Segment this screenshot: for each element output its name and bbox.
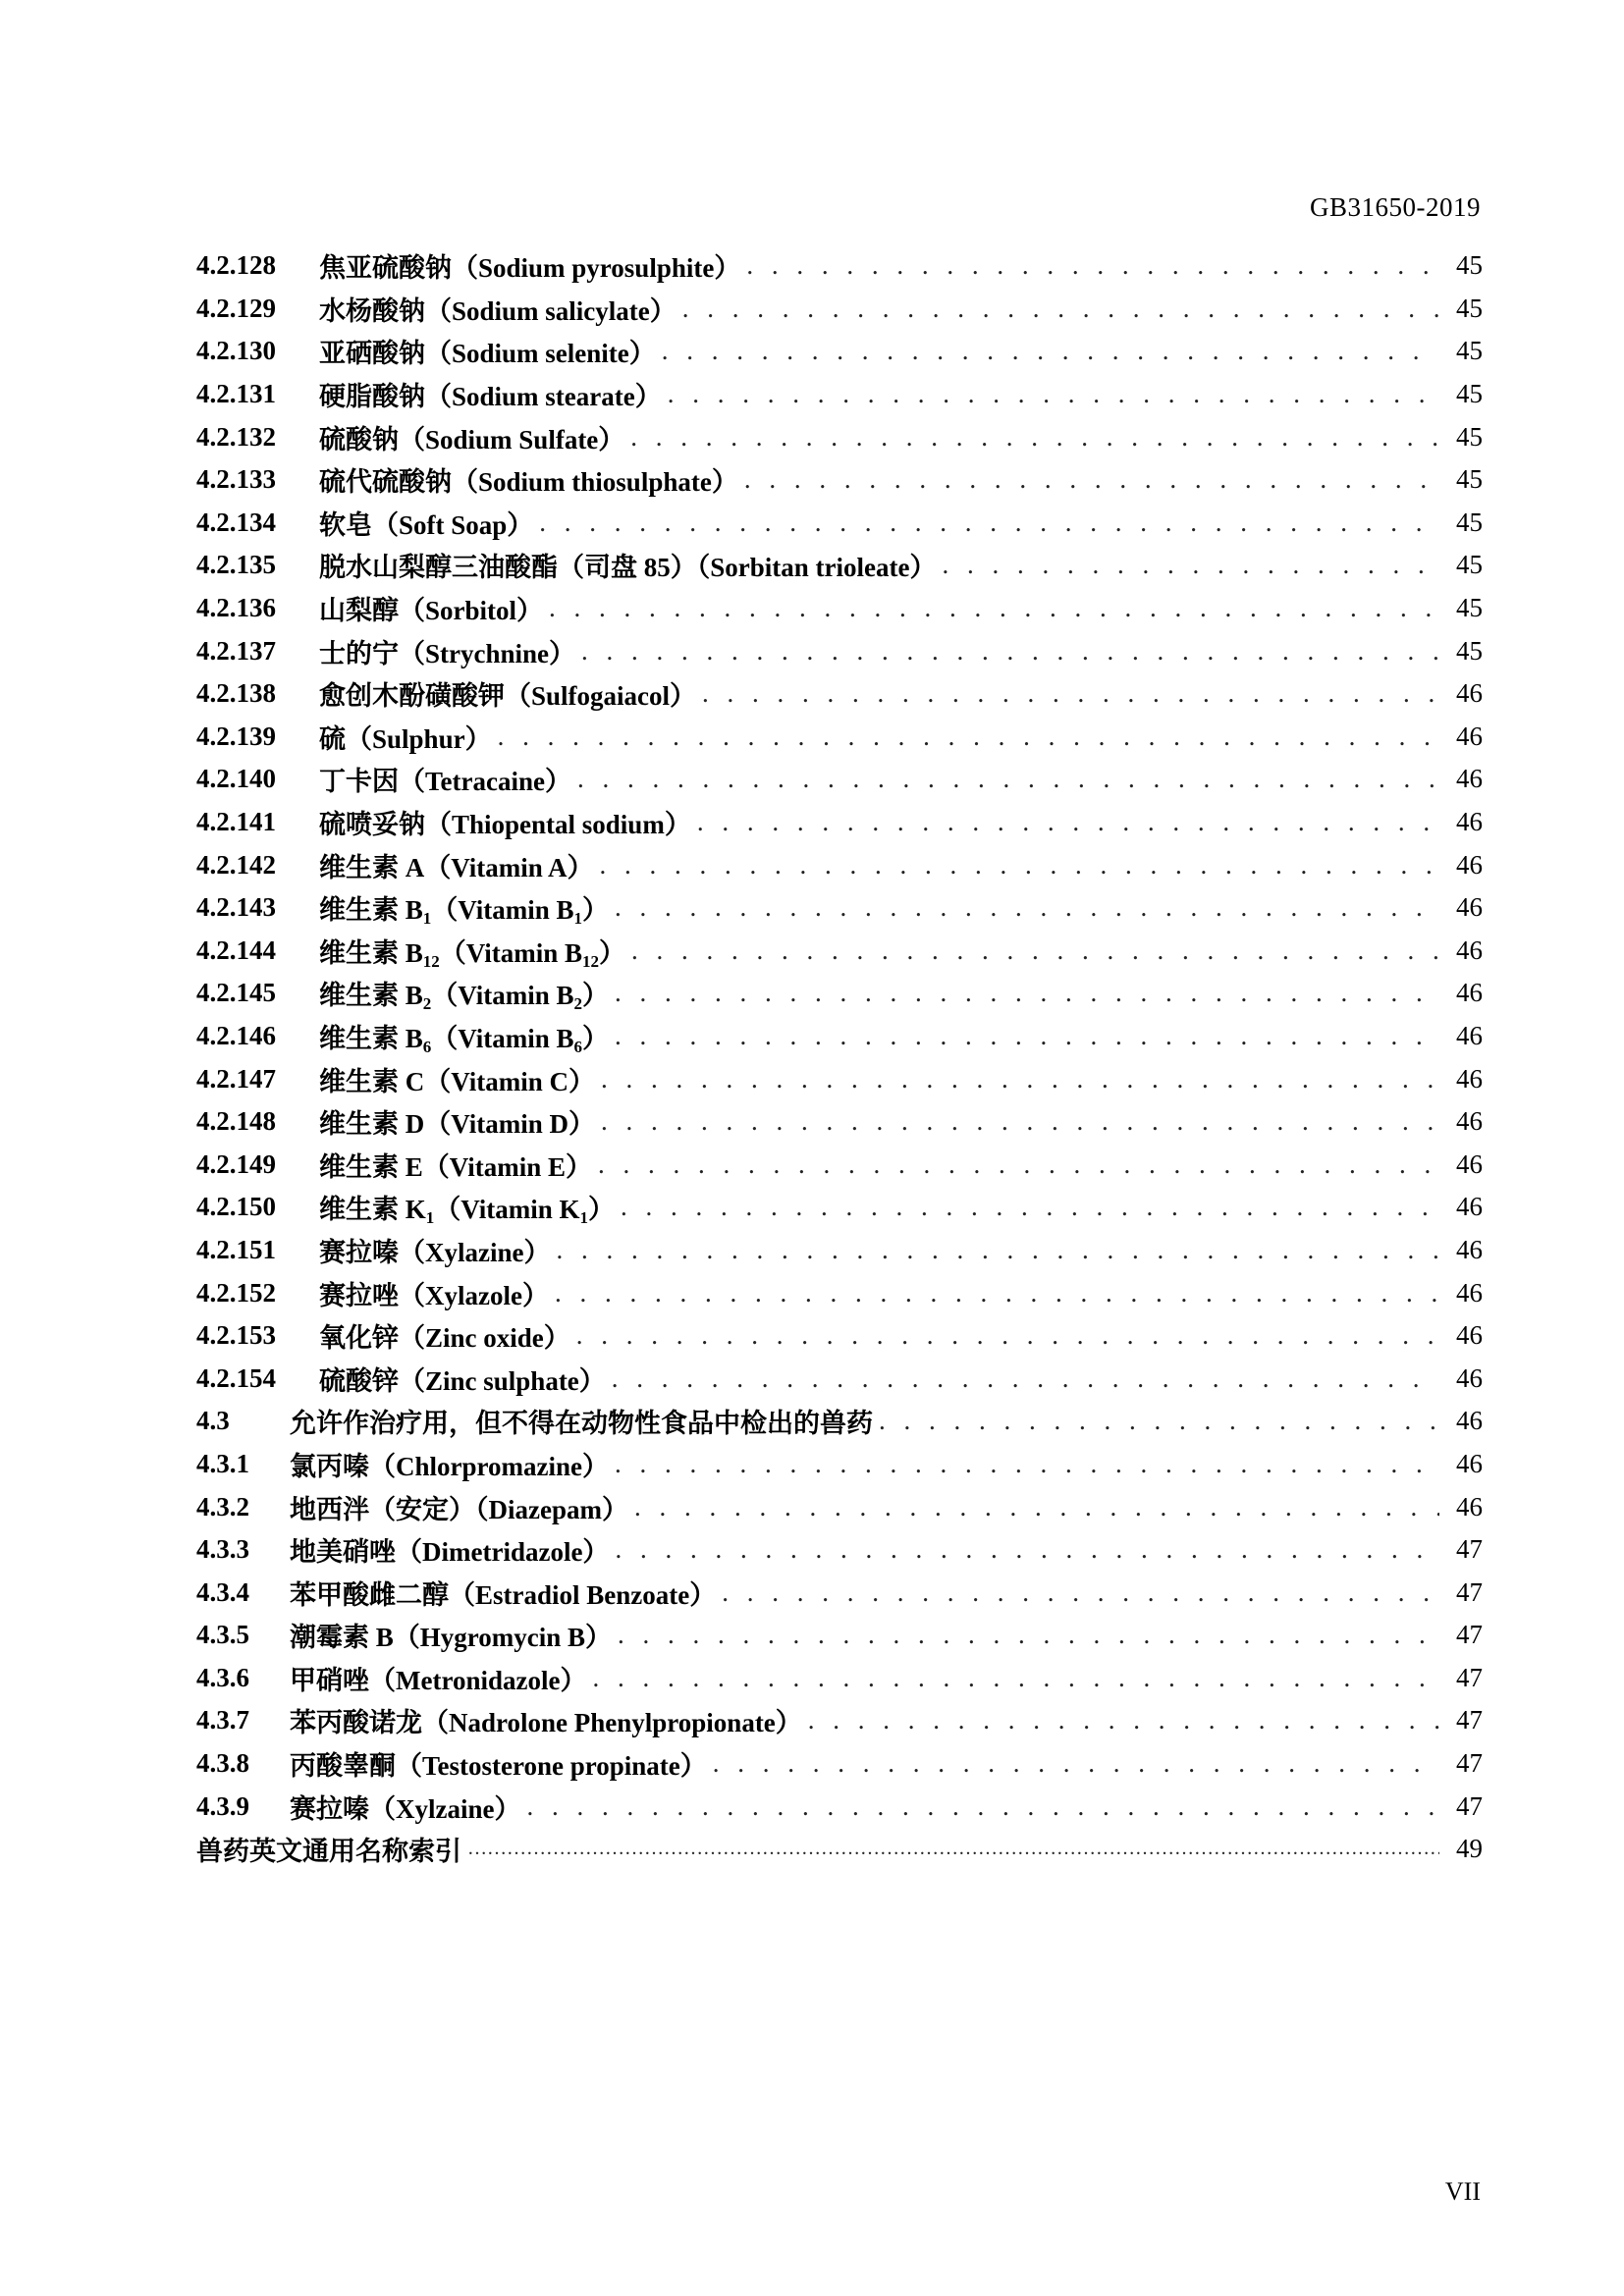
toc-entry-page: 46 (1456, 934, 1483, 965)
toc-entry[interactable] (196, 801, 1483, 844)
toc-entry-page: 46 (1456, 1106, 1483, 1137)
toc-entry[interactable] (196, 716, 1483, 759)
toc-entry-title: 苯丙酸诺龙（Nadrolone Phenylpropionate） (290, 1708, 802, 1738)
toc-entry[interactable] (196, 1785, 1483, 1828)
toc-entry-page: 45 (1456, 421, 1483, 452)
toc-entry-number: 4.3.1 (196, 1448, 249, 1478)
toc-entry-page: 45 (1456, 293, 1483, 323)
subscript: 12 (422, 951, 440, 971)
toc-entry-page: 45 (1456, 250, 1483, 281)
toc-entry-title (319, 974, 615, 1012)
dot-leader (744, 464, 1439, 495)
subscript: 6 (573, 1037, 583, 1056)
toc-entry-number: 4.3.8 (196, 1748, 249, 1779)
toc-entry-page: 45 (1456, 379, 1483, 409)
dot-leader (662, 336, 1439, 366)
toc-entry-page: 46 (1456, 892, 1483, 923)
toc-entry-number: 4.3.5 (196, 1620, 249, 1650)
toc-entry[interactable] (196, 373, 1483, 416)
toc-entry-number: 4.2.151 (196, 1234, 276, 1264)
toc-entry[interactable] (196, 1828, 1483, 1871)
toc-entry-title: 硫酸钠（Sodium Sulfate） (319, 424, 625, 454)
toc-entry-number: 4.3.7 (196, 1705, 249, 1735)
toc-entry-number: 4.2.150 (196, 1192, 276, 1222)
dot-leader (631, 935, 1439, 966)
toc-entry-page: 46 (1456, 1234, 1483, 1264)
title-part: ） (582, 1023, 610, 1053)
toc-entry[interactable] (196, 1357, 1483, 1400)
toc-entry-title: 硫代硫酸钠（Sodium thiosulphate） (319, 467, 738, 498)
toc-entry-title: 愈创木酚磺酸钾（Sulfogaiacol） (319, 681, 697, 712)
toc-entry-page: 47 (1456, 1705, 1483, 1735)
toc-entry-title: 维生素 A（Vitamin A） (319, 852, 594, 882)
toc-entry-number: 4.2.133 (196, 464, 276, 495)
toc-entry-title: 潮霉素 B（Hygromycin B） (290, 1623, 613, 1653)
toc-entry-number: 4.3.6 (196, 1662, 249, 1692)
toc-entry-title (319, 1017, 615, 1055)
toc-entry-title: 丁卡因（Tetracaine） (319, 767, 571, 797)
toc-entry-page: 46 (1456, 1320, 1483, 1351)
toc-entry-page: 47 (1456, 1662, 1483, 1692)
toc-entry[interactable] (196, 886, 1483, 930)
dot-leader (722, 1577, 1439, 1608)
toc-entry-title: 丙酸睾酮（Testosterone propinate） (290, 1751, 707, 1782)
toc-entry[interactable] (196, 458, 1483, 502)
toc-entry-title: 维生素 D（Vitamin D） (319, 1109, 595, 1140)
dot-leader (577, 764, 1439, 794)
toc-entry-page: 46 (1456, 1406, 1483, 1436)
toc-entry[interactable] (196, 1614, 1483, 1657)
toc-entry-title: 士的宁（Strychnine） (319, 638, 576, 668)
dot-leader (879, 1406, 1439, 1436)
toc-entry-title: 氯丙嗪（Chlorpromazine） (290, 1451, 609, 1481)
title-part: ） (582, 981, 610, 1011)
toc-entry-number: 4.2.129 (196, 293, 276, 323)
toc-entry[interactable] (196, 930, 1483, 973)
toc-entry-number: 4.2.134 (196, 507, 276, 537)
toc-entry-page: 46 (1456, 764, 1483, 794)
toc-entry[interactable] (196, 1443, 1483, 1486)
toc-entry-number: 4.2.130 (196, 336, 276, 366)
toc-entry-number: 4.2.140 (196, 764, 276, 794)
toc-entry-title: 硬脂酸钠（Sodium stearate） (319, 382, 662, 412)
toc-entry-number: 4.3.2 (196, 1491, 249, 1522)
toc-entry-page: 49 (1456, 1834, 1483, 1864)
toc-entry-number: 4.2.141 (196, 807, 276, 837)
toc-entry-title: 赛拉嗪（Xylazine） (319, 1237, 551, 1267)
dot-leader (600, 850, 1439, 881)
toc-entry-page: 46 (1456, 678, 1483, 709)
toc-entry[interactable] (196, 1699, 1483, 1742)
subscript: 2 (422, 994, 432, 1014)
toc-entry-page: 45 (1456, 464, 1483, 495)
dot-leader (598, 1149, 1439, 1180)
toc-entry[interactable] (196, 1100, 1483, 1144)
toc-entry-page: 46 (1456, 1020, 1483, 1050)
dot-leader (615, 1021, 1439, 1051)
toc-entry-title: 硫喷妥钠（Thiopental sodium） (319, 810, 691, 840)
toc-entry-title: 焦亚硫酸钠（Sodium pyrosulphite） (319, 253, 741, 284)
toc-entry-page: 46 (1456, 849, 1483, 880)
toc-entry-number: 4.2.136 (196, 593, 276, 623)
dot-leader (697, 807, 1439, 837)
dot-leader (555, 1278, 1439, 1308)
toc-entry-number: 4.2.145 (196, 978, 276, 1008)
title-part: ） (588, 1195, 616, 1225)
toc-entry-number: 4.3.9 (196, 1790, 249, 1821)
toc-entry-number: 4.2.144 (196, 934, 276, 965)
toc-entry-title: 地美硝唑（Dimetridazole） (290, 1537, 610, 1568)
dot-leader (746, 250, 1439, 281)
toc-entry-page: 46 (1456, 721, 1483, 751)
toc-entry-page: 46 (1456, 978, 1483, 1008)
toc-entry-page: 46 (1456, 1277, 1483, 1308)
toc-entry-number: 4.2.137 (196, 635, 276, 666)
title-part: ） (599, 937, 626, 968)
subscript: 1 (422, 909, 432, 929)
toc-entry[interactable] (196, 244, 1483, 288)
title-part: 维生素 B (319, 937, 423, 968)
dot-leader (621, 1192, 1439, 1222)
toc-entry[interactable] (196, 1657, 1483, 1700)
toc-entry-number: 4.2.146 (196, 1020, 276, 1050)
toc-entry-page: 45 (1456, 550, 1483, 580)
toc-entry[interactable] (196, 758, 1483, 801)
toc-entry[interactable] (196, 1143, 1483, 1186)
toc-entry-title (319, 888, 615, 927)
dot-leader (668, 379, 1439, 409)
toc-entry-title: 维生素 E（Vitamin E） (319, 1151, 593, 1182)
dot-leader (615, 1449, 1439, 1479)
toc-entry-title: 地西泮（安定）（Diazepam） (290, 1494, 628, 1524)
toc-entry-number: 4.3.4 (196, 1576, 249, 1607)
subscript: 1 (579, 1208, 589, 1228)
dot-leader (615, 892, 1439, 923)
dot-leader (467, 1838, 1439, 1860)
title-part: （Vitamin B (431, 895, 574, 926)
toc-entry-page: 47 (1456, 1576, 1483, 1607)
toc-entry-title: 氧化锌（Zinc oxide） (319, 1323, 570, 1354)
toc-entry[interactable] (196, 972, 1483, 1015)
toc-entry[interactable] (196, 288, 1483, 331)
toc-entry-number: 4.3.3 (196, 1534, 249, 1565)
dot-leader (557, 1235, 1440, 1265)
dot-leader (539, 507, 1439, 538)
toc-entry[interactable] (196, 1314, 1483, 1358)
toc-entry-title: 维生素 C（Vitamin C） (319, 1066, 595, 1096)
toc-entry-number: 4.2.139 (196, 721, 276, 751)
toc-entry-number: 4.2.128 (196, 250, 276, 281)
toc-entry-title: 脱水山梨醇三油酸酯（司盘 85）（Sorbitan trioleate） (319, 553, 937, 583)
toc-entry-page: 47 (1456, 1790, 1483, 1821)
toc-entry-number: 4.2.135 (196, 550, 276, 580)
title-part: （Vitamin B (439, 937, 583, 968)
toc-entry[interactable] (196, 1271, 1483, 1314)
toc-entry-number: 4.2.148 (196, 1106, 276, 1137)
table-of-contents (196, 244, 1483, 1871)
subscript: 12 (582, 951, 600, 971)
dot-leader (498, 721, 1439, 752)
toc-entry-number: 4.2.143 (196, 892, 276, 923)
toc-entry-page: 47 (1456, 1534, 1483, 1565)
dot-leader (592, 1663, 1439, 1693)
dot-leader (601, 1106, 1439, 1137)
dot-leader (942, 550, 1439, 580)
toc-entry-page: 45 (1456, 593, 1483, 623)
dot-leader (618, 1620, 1439, 1650)
toc-entry-title: 山梨醇（Sorbitol） (319, 596, 544, 626)
toc-entry-title: 苯甲酸雌二醇（Estradiol Benzoate） (290, 1579, 717, 1610)
toc-entry-number: 4.2.154 (196, 1362, 276, 1393)
title-part: （Vitamin B (431, 1023, 574, 1053)
toc-entry[interactable] (196, 544, 1483, 587)
toc-entry-title: 亚硒酸钠（Sodium selenite） (319, 339, 656, 369)
toc-entry-title: 硫（Sulphur） (319, 723, 492, 754)
toc-entry-number: 4.2.147 (196, 1063, 276, 1094)
dot-leader (713, 1748, 1439, 1779)
toc-entry-page: 45 (1456, 507, 1483, 537)
title-part: 维生素 B (319, 1023, 423, 1053)
toc-entry[interactable] (196, 1571, 1483, 1614)
title-part: 维生素 K (319, 1195, 426, 1225)
toc-entry[interactable] (196, 415, 1483, 458)
title-part: （Vitamin K (434, 1195, 580, 1225)
toc-entry-page: 47 (1456, 1620, 1483, 1650)
dot-leader (581, 636, 1439, 667)
toc-entry[interactable] (196, 1057, 1483, 1100)
subscript: 6 (422, 1037, 432, 1056)
title-part: （Vitamin B (431, 981, 574, 1011)
toc-entry[interactable] (196, 1528, 1483, 1572)
toc-entry-title: 水杨酸钠（Sodium salicylate） (319, 295, 677, 326)
subscript: 1 (425, 1208, 435, 1228)
toc-entry-title: 允许作治疗用，但不得在动物性食品中检出的兽药 (290, 1409, 873, 1439)
dot-leader (576, 1320, 1439, 1351)
toc-entry-page: 46 (1456, 807, 1483, 837)
subscript: 1 (573, 909, 583, 929)
toc-entry-title: 硫酸锌（Zinc sulphate） (319, 1365, 606, 1396)
toc-entry[interactable] (196, 1485, 1483, 1528)
toc-entry-number: 4.3 (196, 1406, 230, 1436)
dot-leader (615, 978, 1439, 1008)
toc-entry-number: 4.2.132 (196, 421, 276, 452)
toc-entry-number: 4.2.153 (196, 1320, 276, 1351)
dot-leader (702, 678, 1439, 709)
toc-entry[interactable] (196, 629, 1483, 672)
toc-entry-title: 软皂（Soft Soap） (319, 509, 534, 540)
toc-entry-page: 46 (1456, 1448, 1483, 1478)
title-part: ） (582, 895, 610, 926)
dot-leader (634, 1492, 1439, 1522)
toc-entry[interactable] (196, 1400, 1483, 1443)
toc-entry-title (319, 932, 631, 970)
page-number: VII (1444, 2177, 1481, 2206)
toc-entry[interactable] (196, 502, 1483, 545)
toc-entry-number: 4.2.138 (196, 678, 276, 709)
subscript: 2 (573, 994, 583, 1014)
toc-entry-page: 46 (1456, 1491, 1483, 1522)
toc-entry-number: 4.2.142 (196, 849, 276, 880)
dot-leader (682, 294, 1439, 324)
toc-entry-page: 45 (1456, 635, 1483, 666)
toc-entry-page: 47 (1456, 1748, 1483, 1779)
toc-entry-number: 4.2.131 (196, 379, 276, 409)
dot-leader (615, 1534, 1439, 1565)
toc-entry-page: 46 (1456, 1192, 1483, 1222)
dot-leader (601, 1064, 1439, 1095)
toc-entry-title: 赛拉唑（Xylazole） (319, 1280, 549, 1310)
toc-entry[interactable] (196, 1742, 1483, 1786)
toc-entry[interactable] (196, 843, 1483, 886)
dot-leader (630, 422, 1439, 453)
toc-entry[interactable] (196, 1186, 1483, 1229)
dot-leader (527, 1791, 1440, 1822)
title-part: 维生素 B (319, 895, 423, 926)
toc-entry-title: 兽药英文通用名称索引 (196, 1837, 461, 1867)
toc-entry-title: 甲硝唑（Metronidazole） (290, 1665, 587, 1695)
toc-entry[interactable] (196, 330, 1483, 373)
dot-leader (549, 593, 1439, 623)
toc-entry[interactable] (196, 672, 1483, 716)
dot-leader (808, 1705, 1439, 1735)
toc-entry-number: 4.2.152 (196, 1277, 276, 1308)
toc-entry[interactable] (196, 1229, 1483, 1272)
dot-leader (612, 1363, 1439, 1394)
toc-entry-number: 4.2.149 (196, 1148, 276, 1179)
toc-entry-page: 45 (1456, 336, 1483, 366)
toc-entry-page: 46 (1456, 1063, 1483, 1094)
toc-entry-page: 46 (1456, 1362, 1483, 1393)
standard-code: GB31650-2019 (1310, 192, 1481, 222)
toc-entry[interactable] (196, 1015, 1483, 1058)
toc-entry-page: 46 (1456, 1148, 1483, 1179)
toc-entry-title: 赛拉嗪（Xylzaine） (290, 1793, 521, 1824)
toc-entry[interactable] (196, 587, 1483, 630)
title-part: 维生素 B (319, 981, 423, 1011)
toc-entry-title (319, 1188, 621, 1226)
